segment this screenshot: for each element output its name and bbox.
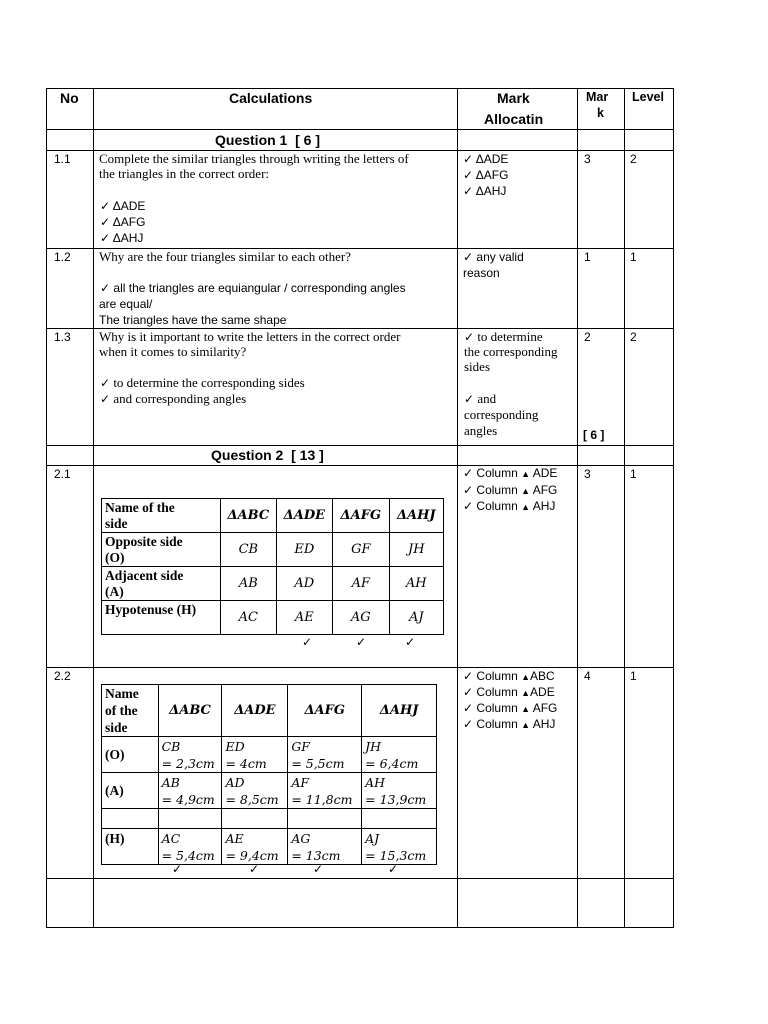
table-2-check: ✓: [249, 862, 260, 876]
table-1-cell: AE: [276, 601, 332, 635]
row-1-2-answer-line1: ✓ all the triangles are equiangular / corresponding angles: [100, 281, 406, 295]
row-1-3-question-line2: when it comes to similarity?: [99, 344, 247, 359]
header-mark-allocation-1: Mark: [497, 90, 530, 106]
row-1-3-mark: 2: [584, 330, 591, 344]
table-2-head-label: Name of the side: [102, 685, 159, 737]
row-1-2-mark: 1: [584, 250, 591, 264]
row-1-1-mark-1: ✓ ΔADE: [463, 152, 509, 166]
question-2-heading: Question 2 [ 13 ]: [211, 447, 324, 463]
header-marks-1: Mar: [586, 90, 609, 104]
table-1-cell: AC: [221, 601, 276, 635]
table-2-col-abc: ΔABC: [158, 685, 222, 737]
row-2-1-mark-2: ✓ Column ▲ AFG: [463, 483, 558, 497]
header-level: Level: [632, 90, 664, 104]
table-2-check: ✓: [388, 862, 399, 876]
trig-sides-table-2: [101, 684, 437, 865]
table-2-spacer-cell: [222, 809, 288, 829]
table-2-cell: GF = 5,5cm: [288, 737, 362, 773]
table-1-cell: JH: [389, 533, 443, 567]
header-mark-allocation-2: Allocatin: [484, 111, 544, 127]
table-2-cell: AC = 5,4cm: [158, 829, 222, 865]
table-1-cell: AD: [276, 567, 332, 601]
table-2-cell: AG = 13cm: [288, 829, 362, 865]
table-2-cell: AF = 11,8cm: [288, 773, 362, 809]
table-2-check: ✓: [172, 862, 183, 876]
row-2-1-mark-3: ✓ Column ▲ AHJ: [463, 499, 556, 513]
table-2-col-ade: ΔADE: [222, 685, 288, 737]
table-1-cell: ED: [276, 533, 332, 567]
table-1-check: ✓: [302, 635, 313, 649]
row-1-1-question-line1: Complete the similar triangles through writing the letters of: [99, 151, 409, 166]
table-2-col-ahj: ΔAHJ: [362, 685, 437, 737]
table-1-head-label: Name of the side: [102, 499, 221, 533]
row-2-2-mark-1: ✓ Column ▲ABC: [463, 669, 555, 683]
row-2-2-mark-2: ✓ Column ▲ADE: [463, 685, 555, 699]
table-1-cell: AB: [221, 567, 276, 601]
table-2-check: ✓: [313, 862, 324, 876]
table-2-cell: AB = 4,9cm: [158, 773, 222, 809]
row-1-2-level: 1: [630, 250, 637, 264]
row-1-3-answer-2: ✓ and corresponding angles: [100, 391, 247, 406]
table-1-col-ade: ΔADE: [276, 499, 332, 533]
row-1-1-answer-2: ✓ ΔAFG: [100, 215, 146, 229]
table-1-cell: GF: [333, 533, 389, 567]
row-2-2-level: 1: [630, 669, 637, 683]
row-2-1-mark: 3: [584, 467, 591, 481]
row-2-2-mark: 4: [584, 669, 591, 683]
table-2-col-afg: ΔAFG: [288, 685, 362, 737]
table-1-row-label: Adjacent side (A): [102, 567, 221, 601]
trig-sides-table-1: [101, 498, 444, 635]
header-no: No: [60, 90, 79, 106]
table-2-spacer-cell: [158, 809, 222, 829]
table-1-row-label: Opposite side (O): [102, 533, 221, 567]
row-1-3-question-line1: Why is it important to write the letters in the correct order: [99, 329, 401, 344]
row-1-1-number: 1.1: [54, 152, 71, 166]
table-1-cell: AJ: [389, 601, 443, 635]
row-1-1-mark-3: ✓ ΔAHJ: [463, 184, 507, 198]
row-1-3-number: 1.3: [54, 330, 71, 344]
row-2-2-number: 2.2: [54, 669, 71, 683]
row-1-3-mark-a2: the corresponding: [464, 344, 558, 359]
table-2-spacer-cell: [288, 809, 362, 829]
row-1-3-mark-b2: corresponding: [464, 407, 539, 422]
table-2-cell: AH = 13,9cm: [362, 773, 437, 809]
question-1-heading: Question 1 [ 6 ]: [215, 132, 321, 148]
table-2-cell: CB = 2,3cm: [158, 737, 222, 773]
question-1-total: [ 6 ]: [583, 428, 605, 442]
row-2-1-level: 1: [630, 467, 637, 481]
row-2-2-mark-4: ✓ Column ▲ AHJ: [463, 717, 556, 731]
row-1-2-mark-line1: ✓ any valid: [463, 250, 524, 264]
row-1-2-number: 1.2: [54, 250, 71, 264]
row-2-2-mark-3: ✓ Column ▲ AFG: [463, 701, 558, 715]
row-1-3-answer-1: ✓ to determine the corresponding sides: [100, 375, 305, 390]
table-1-row-label: Hypotenuse (H): [102, 601, 221, 635]
table-2-cell: AE = 9,4cm: [222, 829, 288, 865]
row-1-2-answer-line3: The triangles have the same shape: [99, 313, 287, 327]
table-1-col-abc: ΔABC: [221, 499, 276, 533]
row-1-3-mark-b3: angles: [464, 423, 498, 438]
table-1-cell: AG: [333, 601, 389, 635]
table-1-col-afg: ΔAFG: [333, 499, 389, 533]
row-1-3-mark-a1: ✓ to determine: [464, 329, 543, 344]
table-2-cell: JH = 6,4cm: [362, 737, 437, 773]
table-2-cell: AJ = 15,3cm: [362, 829, 437, 865]
row-1-1-question-line2: the triangles in the correct order:: [99, 166, 270, 181]
table-1-check: ✓: [356, 635, 367, 649]
row-1-1-mark-2: ✓ ΔAFG: [463, 168, 509, 182]
table-2-spacer-cell: [102, 809, 159, 829]
row-1-1-answer-1: ✓ ΔADE: [100, 199, 146, 213]
row-1-2-answer-line2: are equal/: [99, 297, 153, 311]
table-1-col-ahj: ΔAHJ: [389, 499, 443, 533]
table-1-cell: AF: [333, 567, 389, 601]
table-2-spacer-cell: [362, 809, 437, 829]
table-1-check: ✓: [405, 635, 416, 649]
row-1-2-mark-line2: reason: [463, 266, 500, 280]
row-2-1-number: 2.1: [54, 467, 71, 481]
row-1-2-question: Why are the four triangles similar to each other?: [99, 249, 351, 264]
table-1-cell: CB: [221, 533, 276, 567]
table-2-label-h: (H): [102, 829, 159, 865]
row-2-1-mark-1: ✓ Column ▲ ADE: [463, 466, 558, 480]
row-1-1-answer-3: ✓ ΔAHJ: [100, 231, 144, 245]
row-1-1-mark: 3: [584, 152, 591, 166]
table-2-cell: ED = 4cm: [222, 737, 288, 773]
row-1-1-level: 2: [630, 152, 637, 166]
header-calculations: Calculations: [229, 90, 313, 106]
row-1-3-mark-a3: sides: [464, 359, 490, 374]
header-marks-2: k: [597, 106, 604, 120]
table-1-cell: AH: [389, 567, 443, 601]
row-1-3-level: 2: [630, 330, 637, 344]
row-1-3-mark-b1: ✓ and: [464, 391, 497, 406]
table-2-label-a: (A): [102, 773, 159, 809]
table-2-label-o: (O): [102, 737, 159, 773]
table-2-cell: AD = 8,5cm: [222, 773, 288, 809]
